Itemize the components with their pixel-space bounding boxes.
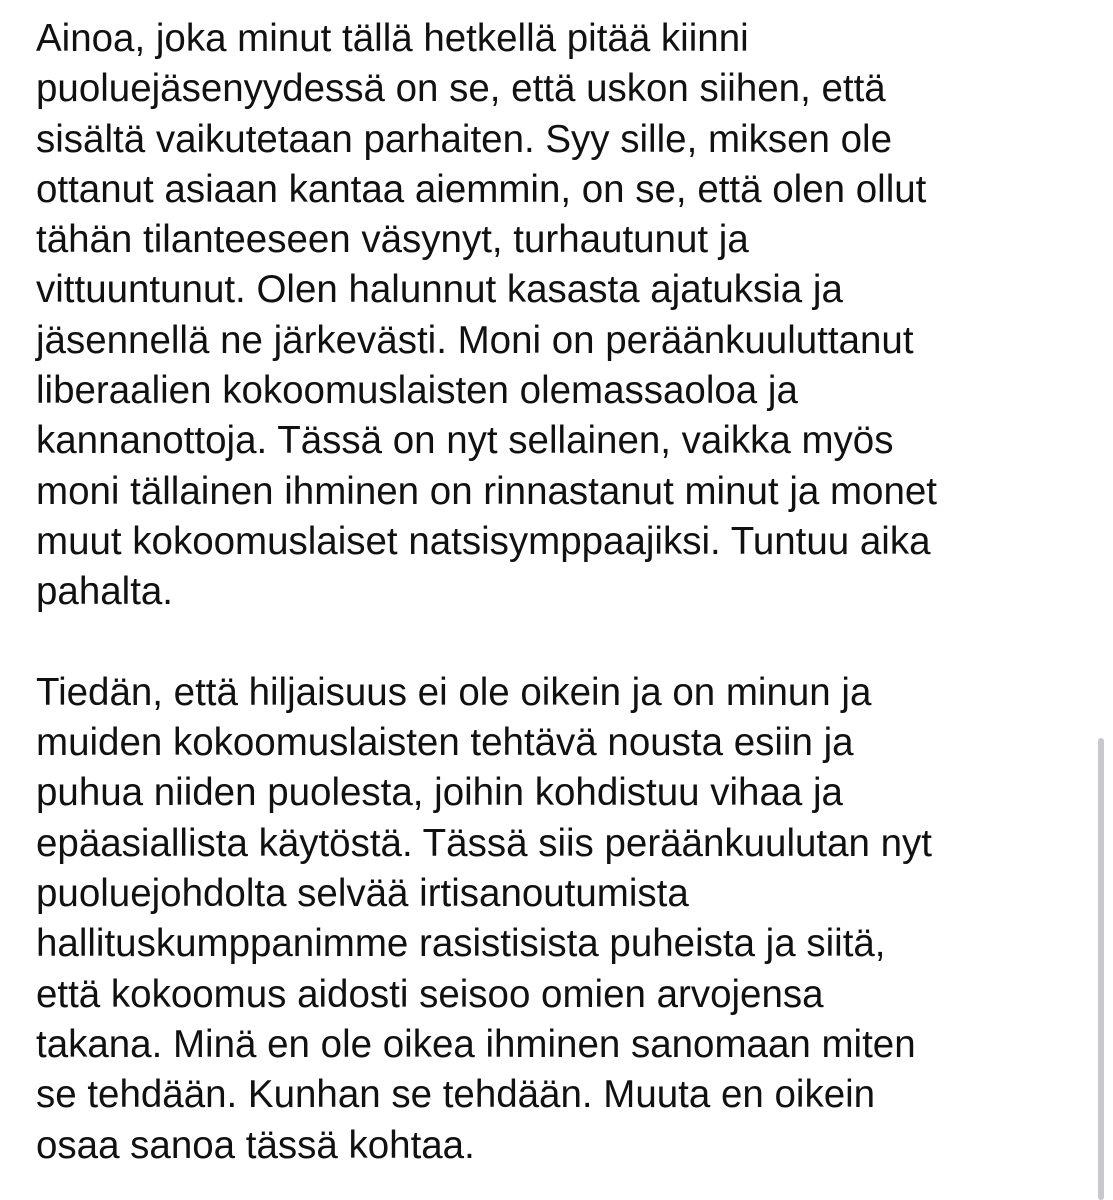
text-line: Tiedän, että hiljaisuus ei ole oikein ja on minun ja: [36, 670, 872, 714]
text-line: että kokoomus aidosti seisoo omien arvojensa: [36, 972, 824, 1016]
paragraph-spacer: [36, 618, 1096, 668]
text-line: liberaalien kokoomuslaisten olemassaoloa ja: [36, 369, 798, 413]
text-line: tähän tilanteeseen väsynyt, turhautunut ja: [36, 218, 749, 262]
text-line: se tehdään. Kunhan se tehdään. Muuta en oikein: [36, 1073, 876, 1117]
text-line: hallituskumppanimme rasistisista puheista ja siitä,: [36, 922, 886, 966]
text-line: epäasiallista käytöstä. Tässä siis peräänkuulutan nyt: [36, 821, 932, 865]
note-body-text[interactable]: [36, 14, 1096, 1171]
text-line: puhua niiden puolesta, joihin kohdistuu vihaa ja: [36, 771, 843, 815]
text-line: jäsennellä ne järkevästi. Moni on peräänkuuluttanut: [36, 318, 914, 362]
text-line: kannanottoja. Tässä on nyt sellainen, vaikka myös: [36, 419, 894, 463]
paragraph-1: [36, 14, 1096, 618]
text-line: muut kokoomuslaiset natsisymppaajiksi. Tuntuu aika: [36, 519, 931, 563]
text-line: puoluejohdolta selvää irtisanoutumista: [36, 872, 689, 916]
text-line: pahalta.: [36, 570, 174, 614]
text-line: osaa sanoa tässä kohtaa.: [36, 1123, 475, 1167]
text-line: Ainoa, joka minut tällä hetkellä pitää kiinni: [36, 17, 749, 60]
text-line: sisältä vaikutetaan parhaiten. Syy sille, miksen ole: [36, 117, 892, 161]
text-line: puoluejäsenyydessä on se, että uskon siihen, että: [36, 67, 886, 111]
text-line: takana. Minä en ole oikea ihminen sanomaan miten: [36, 1022, 916, 1066]
text-line: vittuuntunut. Olen halunnut kasasta ajatuksia ja: [36, 268, 843, 312]
text-line: ottanut asiaan kantaa aiemmin, on se, että olen ollut: [36, 167, 927, 211]
paragraph-2: [36, 668, 1096, 1171]
vertical-scrollbar-thumb[interactable]: [1098, 738, 1104, 1200]
text-line: moni tällainen ihminen on rinnastanut minut ja monet: [36, 469, 937, 513]
text-line: muiden kokoomuslaisten tehtävä nousta esiin ja: [36, 721, 854, 765]
